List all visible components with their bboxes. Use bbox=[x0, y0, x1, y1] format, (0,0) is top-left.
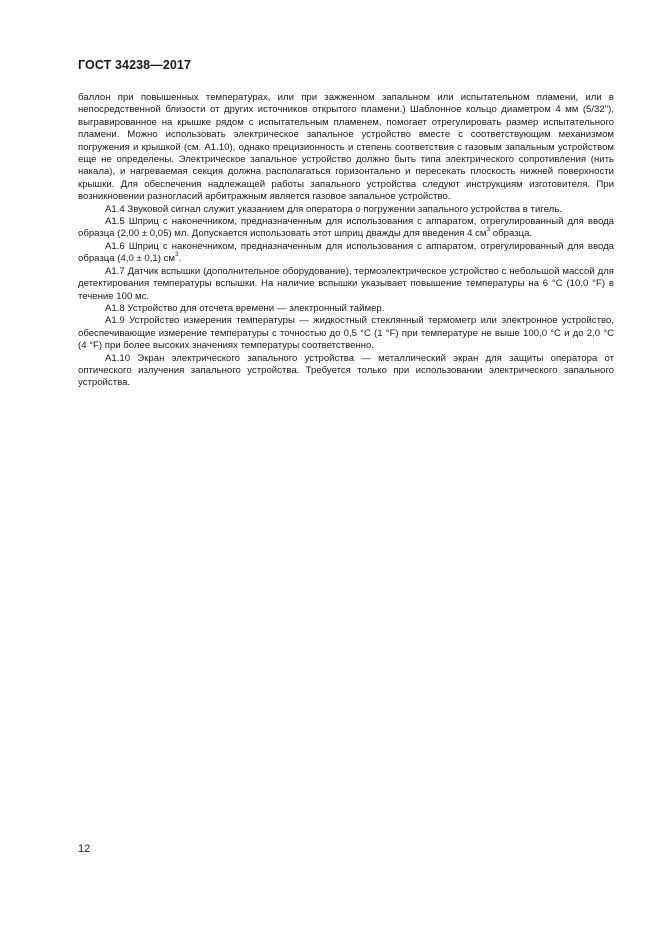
paragraph-a1-6-text: A1.6 Шприц с наконечником, предназначенным для использования с аппаратом, отрегулированный для ввода образца (4,0 ± 0,1) см bbox=[78, 240, 614, 265]
paragraph-a1-5 bbox=[78, 216, 614, 241]
paragraph-a1-9: A1.9 Устройство измерения температуры — жидкостный стеклянный термометр или электронное устройство, обеспечивающие измерение температуры с точностью до 0,5 °С (1 °F) при температуре не выше 100,0 °С и до 2,0 °С (4 °F) при более высоких значениях температуры соответственно. bbox=[78, 315, 614, 352]
superscript-cube: 3 bbox=[175, 251, 179, 259]
paragraph-a1-7: A1.7 Датчик вспышки (дополнительное оборудование), термоэлектрическое устройство с небольшой массой для детектирования температуры вспышки. На наличие вспышки указывает повышение температуры на 6 °С (10,0 °F) в течение 100 мс. bbox=[78, 265, 614, 302]
paragraph-a1-10: A1.10 Экран электрического запального устройства — металлический экран для защиты оператора от оптического излучения запального устройства. Требуется только при использовании электрического запального устройства. bbox=[78, 352, 614, 389]
paragraph-a1-8: A1.8 Устройство для отсчета времени — электронный таймер. bbox=[105, 302, 385, 314]
paragraph-a1-6-tail: . bbox=[178, 253, 182, 265]
body-text bbox=[78, 92, 614, 390]
superscript-cube: 3 bbox=[486, 226, 491, 234]
paragraph-a1-5-text: A1.5 Шприц с наконечником, предназначенным для использования с аппаратом, отрегулированный для ввода образца (2,00 ± 0,05) мл. Допускается использовать этот шприц дважды для введения 4 см bbox=[78, 216, 614, 240]
paragraph-continuation: баллон при повышенных температурах, или при зажженном запальном или испытательном пламени, или в непосредственной близости от других источников открытого пламени.) Шаблонное кольцо диаметром 4 мм (5/32"), выгравированное на крышке рядом с испытательным пламенем, помогает отрегулировать размер испытательного пламени. Можно использовать электрическое запальное устройство вместе с соответствующим механизмом погружения и крышкой (см. A1.10), однако прецизионность и степень соответствия с газовым запальным устройством еще не определены. Электрическое запальное устройство должно быть типа электрического сопротивления (нить накала), и нагреваемая секция должна располагаться горизонтально и пересекать плоскость нижней поверхности крышки. Для обеспечения надлежащей работы запального устройства следуют инструкциям изготовителя. При возникновении разногласий арбитражным является газовое запальное устройство. bbox=[78, 92, 614, 203]
document-header: ГОСТ 34238—2017 bbox=[78, 58, 192, 72]
paragraph-a1-6 bbox=[78, 241, 614, 266]
paragraph-a1-5-tail: образца. bbox=[490, 228, 533, 240]
page-number: 12 bbox=[78, 843, 91, 855]
paragraph-a1-4: A1.4 Звуковой сигнал служит указанием для оператора о погружении запального устройства в тигель. bbox=[105, 203, 562, 215]
